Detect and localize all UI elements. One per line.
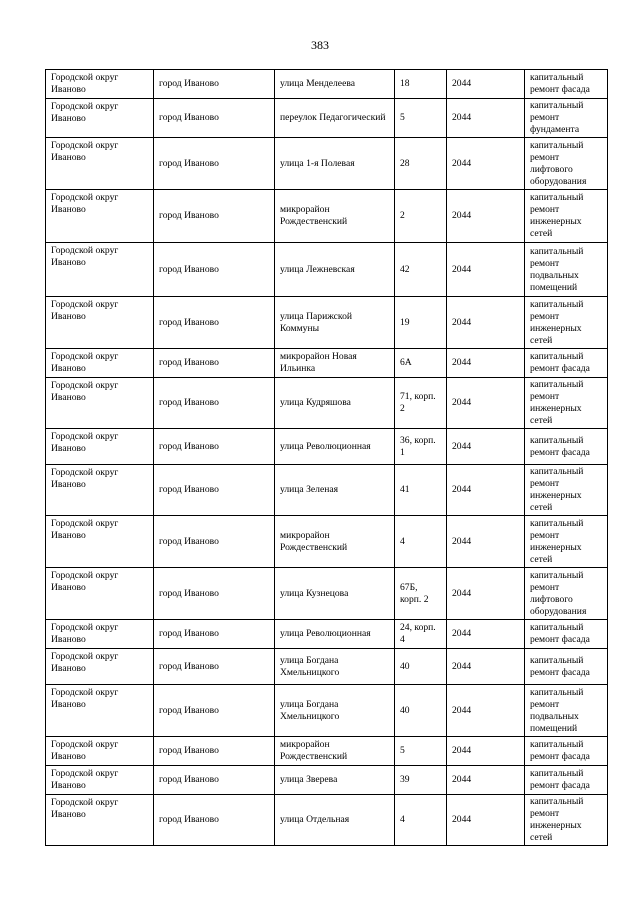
work-type-cell: капитальный ремонт инженерных сетей: [525, 297, 608, 349]
settlement-cell: город Иваново: [154, 516, 275, 568]
street-cell: улица Революционная: [275, 429, 395, 465]
table-row: [46, 516, 608, 568]
settlement-cell: город Иваново: [154, 429, 275, 465]
street-cell: улица Богдана Хмельницкого: [275, 685, 395, 737]
house-number-cell: 41: [395, 465, 447, 516]
street-cell: улица Менделеева: [275, 70, 395, 99]
street-cell: улица 1-я Полевая: [275, 138, 395, 190]
work-type-cell: капитальный ремонт фасада: [525, 70, 608, 99]
table-row: [46, 568, 608, 620]
house-number-cell: 71, корп. 2: [395, 378, 447, 429]
house-number-cell: 5: [395, 99, 447, 138]
work-type-cell: капитальный ремонт лифтового оборудования: [525, 138, 608, 190]
municipality-cell: Городской округ Иваново: [46, 795, 154, 846]
settlement-cell: город Иваново: [154, 465, 275, 516]
table-row: [46, 429, 608, 465]
year-cell: 2044: [447, 649, 525, 685]
work-type-cell: капитальный ремонт фасада: [525, 349, 608, 378]
year-cell: 2044: [447, 568, 525, 620]
table-row: [46, 99, 608, 138]
table-row: [46, 378, 608, 429]
year-cell: 2044: [447, 465, 525, 516]
year-cell: 2044: [447, 429, 525, 465]
house-number-cell: 40: [395, 685, 447, 737]
municipality-cell: Городской округ Иваново: [46, 349, 154, 378]
street-cell: улица Зеленая: [275, 465, 395, 516]
year-cell: 2044: [447, 378, 525, 429]
year-cell: 2044: [447, 297, 525, 349]
house-number-cell: 36, корп. 1: [395, 429, 447, 465]
street-cell: улица Кузнецова: [275, 568, 395, 620]
table-row: [46, 190, 608, 243]
repair-schedule-table: [45, 69, 608, 846]
settlement-cell: город Иваново: [154, 685, 275, 737]
settlement-cell: город Иваново: [154, 795, 275, 846]
year-cell: 2044: [447, 766, 525, 795]
work-type-cell: капитальный ремонт фундамента: [525, 99, 608, 138]
table-row: [46, 737, 608, 766]
municipality-cell: Городской округ Иваново: [46, 70, 154, 99]
street-cell: улица Отдельная: [275, 795, 395, 846]
street-cell: улица Зверева: [275, 766, 395, 795]
work-type-cell: капитальный ремонт инженерных сетей: [525, 465, 608, 516]
street-cell: улица Парижской Коммуны: [275, 297, 395, 349]
work-type-cell: капитальный ремонт фасада: [525, 649, 608, 685]
settlement-cell: город Иваново: [154, 766, 275, 795]
street-cell: улица Кудряшова: [275, 378, 395, 429]
street-cell: улица Лежневская: [275, 243, 395, 297]
municipality-cell: Городской округ Иваново: [46, 138, 154, 190]
table-row: [46, 465, 608, 516]
house-number-cell: 2: [395, 190, 447, 243]
municipality-cell: Городской округ Иваново: [46, 766, 154, 795]
municipality-cell: Городской округ Иваново: [46, 649, 154, 685]
municipality-cell: Городской округ Иваново: [46, 465, 154, 516]
settlement-cell: город Иваново: [154, 737, 275, 766]
table-row: [46, 297, 608, 349]
municipality-cell: Городской округ Иваново: [46, 99, 154, 138]
street-cell: микрорайон Новая Ильинка: [275, 349, 395, 378]
municipality-cell: Городской округ Иваново: [46, 685, 154, 737]
house-number-cell: 24, корп. 4: [395, 620, 447, 649]
settlement-cell: город Иваново: [154, 568, 275, 620]
year-cell: 2044: [447, 190, 525, 243]
year-cell: 2044: [447, 99, 525, 138]
street-cell: улица Революционная: [275, 620, 395, 649]
street-cell: микрорайон Рождественский: [275, 516, 395, 568]
work-type-cell: капитальный ремонт инженерных сетей: [525, 795, 608, 846]
house-number-cell: 5: [395, 737, 447, 766]
house-number-cell: 42: [395, 243, 447, 297]
street-cell: улица Богдана Хмельницкого: [275, 649, 395, 685]
municipality-cell: Городской округ Иваново: [46, 620, 154, 649]
table-row: [46, 349, 608, 378]
year-cell: 2044: [447, 516, 525, 568]
municipality-cell: Городской округ Иваново: [46, 516, 154, 568]
municipality-cell: Городской округ Иваново: [46, 737, 154, 766]
year-cell: 2044: [447, 349, 525, 378]
work-type-cell: капитальный ремонт подвальных помещений: [525, 685, 608, 737]
year-cell: 2044: [447, 243, 525, 297]
work-type-cell: капитальный ремонт фасада: [525, 737, 608, 766]
year-cell: 2044: [447, 138, 525, 190]
work-type-cell: капитальный ремонт фасада: [525, 620, 608, 649]
settlement-cell: город Иваново: [154, 349, 275, 378]
work-type-cell: капитальный ремонт фасада: [525, 766, 608, 795]
work-type-cell: капитальный ремонт лифтового оборудования: [525, 568, 608, 620]
work-type-cell: капитальный ремонт подвальных помещений: [525, 243, 608, 297]
street-cell: микрорайон Рождественский: [275, 737, 395, 766]
house-number-cell: 6А: [395, 349, 447, 378]
table-row: [46, 766, 608, 795]
year-cell: 2044: [447, 737, 525, 766]
table-row: [46, 649, 608, 685]
house-number-cell: 28: [395, 138, 447, 190]
house-number-cell: 19: [395, 297, 447, 349]
street-cell: переулок Педагогический: [275, 99, 395, 138]
settlement-cell: город Иваново: [154, 243, 275, 297]
work-type-cell: капитальный ремонт инженерных сетей: [525, 190, 608, 243]
work-type-cell: капитальный ремонт инженерных сетей: [525, 378, 608, 429]
settlement-cell: город Иваново: [154, 70, 275, 99]
house-number-cell: 39: [395, 766, 447, 795]
settlement-cell: город Иваново: [154, 378, 275, 429]
table-row: [46, 243, 608, 297]
settlement-cell: город Иваново: [154, 297, 275, 349]
table-row: [46, 620, 608, 649]
year-cell: 2044: [447, 685, 525, 737]
settlement-cell: город Иваново: [154, 190, 275, 243]
municipality-cell: Городской округ Иваново: [46, 190, 154, 243]
work-type-cell: капитальный ремонт инженерных сетей: [525, 516, 608, 568]
house-number-cell: 67Б, корп. 2: [395, 568, 447, 620]
table-row: [46, 795, 608, 846]
municipality-cell: Городской округ Иваново: [46, 378, 154, 429]
municipality-cell: Городской округ Иваново: [46, 429, 154, 465]
settlement-cell: город Иваново: [154, 649, 275, 685]
settlement-cell: город Иваново: [154, 138, 275, 190]
municipality-cell: Городской округ Иваново: [46, 243, 154, 297]
house-number-cell: 18: [395, 70, 447, 99]
year-cell: 2044: [447, 70, 525, 99]
settlement-cell: город Иваново: [154, 99, 275, 138]
table-row: [46, 685, 608, 737]
street-cell: микрорайон Рождественский: [275, 190, 395, 243]
year-cell: 2044: [447, 795, 525, 846]
house-number-cell: 4: [395, 795, 447, 846]
table-row: [46, 70, 608, 99]
work-type-cell: капитальный ремонт фасада: [525, 429, 608, 465]
municipality-cell: Городской округ Иваново: [46, 297, 154, 349]
municipality-cell: Городской округ Иваново: [46, 568, 154, 620]
table-row: [46, 138, 608, 190]
page-number: 383: [311, 38, 329, 52]
settlement-cell: город Иваново: [154, 620, 275, 649]
year-cell: 2044: [447, 620, 525, 649]
house-number-cell: 40: [395, 649, 447, 685]
house-number-cell: 4: [395, 516, 447, 568]
